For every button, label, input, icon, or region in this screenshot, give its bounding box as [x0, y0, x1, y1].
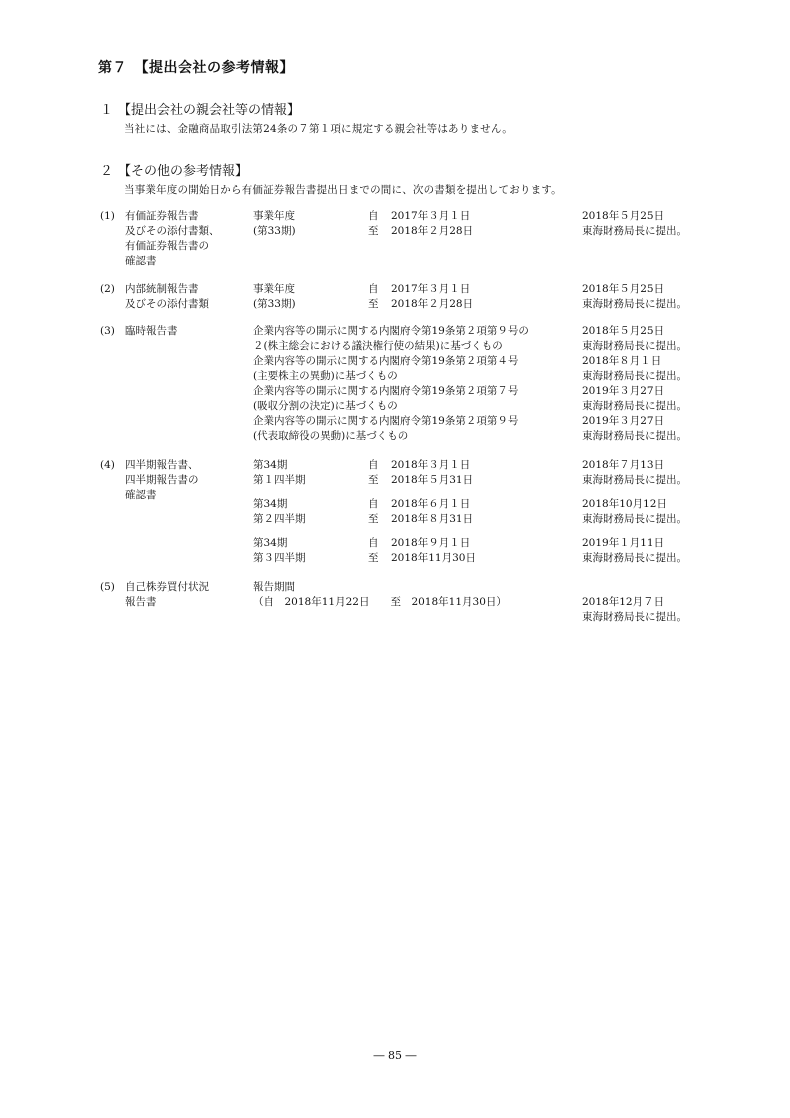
- item-number: (5): [100, 581, 115, 593]
- report-period: 報告期間 （自 2018年11月22日 至 2018年11月30日）: [253, 581, 507, 608]
- quarter-label: 第34期 第３四半期: [253, 537, 306, 564]
- submission-info: 2018年10月12日 東海財務局長に提出。: [582, 498, 687, 525]
- item-period-label: 事業年度 (第33期): [253, 283, 296, 310]
- page-number: ― 85 ―: [373, 1049, 417, 1062]
- period-dates: 2017年３月１日 2018年２月28日: [391, 283, 474, 310]
- from-to-labels: 自 至: [368, 537, 379, 564]
- from-to-labels: 自 至: [368, 283, 379, 310]
- submission-info: 2019年１月11日 東海財務局長に提出。: [582, 537, 687, 564]
- quarter-label: 第34期 第２四半期: [253, 498, 306, 525]
- item-name: 自己株券買付状況 報告書: [125, 581, 209, 608]
- section1-text: 当社には、金融商品取引法第24条の７第１項に規定する親会社等はありません。: [124, 123, 513, 135]
- period-dates: 2018年９月１日 2018年11月30日: [391, 537, 476, 564]
- item-number: (4): [100, 459, 115, 471]
- section2-text: 当事業年度の開始日から有価証券報告書提出日までの間に、次の書類を提出しております。: [124, 184, 562, 196]
- period-dates: 2018年３月１日 2018年５月31日: [391, 459, 474, 486]
- submission-info: 2018年５月25日 東海財務局長に提出。 2018年８月１日 東海財務局長に提出。 2019年３月27日 東海財務局長に提出。 2019年３月27日 東海財務局長に提出。: [582, 325, 687, 442]
- submission-info: 2018年７月13日 東海財務局長に提出。: [582, 459, 687, 486]
- item-number: (2): [100, 283, 115, 295]
- item-name: 有価証券報告書 及びその添付書類、 有価証券報告書の 確認書: [125, 210, 220, 267]
- item-name: 内部統制報告書 及びその添付書類: [125, 283, 209, 310]
- item-name: 臨時報告書: [125, 325, 178, 337]
- submission-info: 2018年５月25日 東海財務局長に提出。: [582, 210, 687, 237]
- section1-number: １: [100, 103, 114, 118]
- item-number: (1): [100, 210, 115, 222]
- item-name: 四半期報告書、 四半期報告書の 確認書: [125, 459, 199, 501]
- section2-heading: 【その他の参考情報】: [118, 164, 249, 179]
- item-descriptions: 企業内容等の開示に関する内閣府令第19条第２項第９号の ２(株主総会における議決権行使の結果)に基づくもの 企業内容等の開示に関する内閣府令第19条第２項第４号 (主要株主の異動)に基づくもの 企業内容等の開示に関する内閣府令第19条第２項第７号 (吸収分割の決定)に基づくもの 企業内容等の開示に関する内閣府令第19条第２項第９号 (代表取締役の異動)に基づくもの: [253, 325, 529, 442]
- submission-info: 2018年12月７日 東海財務局長に提出。: [582, 596, 687, 623]
- item-period-label: 事業年度 (第33期): [253, 210, 296, 237]
- from-to-labels: 自 至: [368, 498, 379, 525]
- period-dates: 2017年３月１日 2018年２月28日: [391, 210, 474, 237]
- from-to-labels: 自 至: [368, 459, 379, 486]
- submission-info: 2018年５月25日 東海財務局長に提出。: [582, 283, 687, 310]
- from-to-labels: 自 至: [368, 210, 379, 237]
- section1-heading: 【提出会社の親会社等の情報】: [118, 103, 301, 118]
- period-dates: 2018年６月１日 2018年８月31日: [391, 498, 474, 525]
- item-number: (3): [100, 325, 115, 337]
- section2-number: ２: [100, 164, 114, 179]
- page-title: 第７ 【提出会社の参考情報】: [98, 60, 294, 76]
- quarter-label: 第34期 第１四半期: [253, 459, 306, 486]
